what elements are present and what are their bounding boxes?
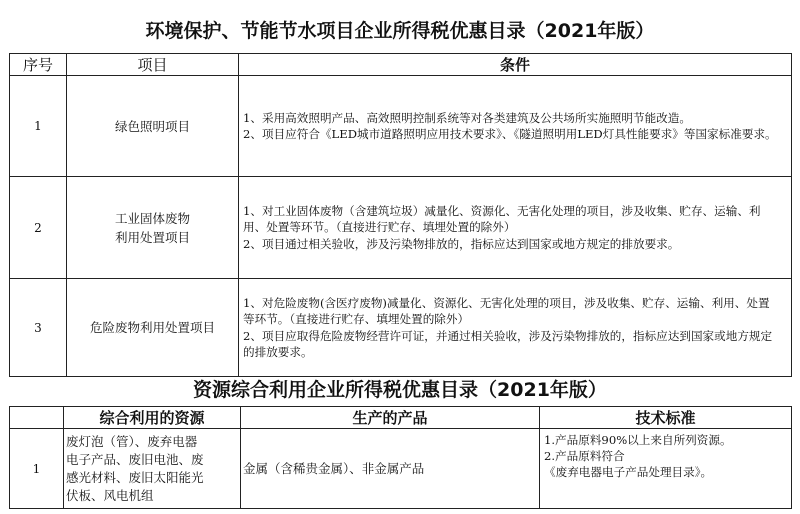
resource-cell: [64, 429, 241, 509]
condition-item: 1、对危险废物(含医疗废物)减量化、资源化、无害化处理的项目，涉及收集、贮存、运输、利用、处置等环节。（直接进行贮存、填埋处置的除外）: [243, 295, 770, 326]
resource-line: 废灯泡（管）、废弃电器: [66, 433, 198, 449]
project-name-line: 工业固体废物: [114, 210, 190, 226]
header-project: 项目: [67, 54, 239, 76]
row-number: 3: [10, 279, 67, 377]
header-product: 生产的产品: [241, 407, 540, 429]
header-index: 序号: [10, 54, 67, 76]
standard-line: 1.产品原料90%以上来自所列资源。: [544, 433, 732, 447]
table-row: [10, 429, 792, 509]
conditions-cell: [239, 279, 792, 377]
tax-catalog-resources-table: [9, 406, 792, 509]
header-index: [10, 407, 64, 429]
project-name: [67, 76, 239, 177]
table-row: [10, 177, 792, 279]
table-row: [10, 76, 792, 177]
tax-catalog-environment-table: [9, 53, 792, 377]
header-resource: 综合利用的资源: [64, 407, 241, 429]
project-name-line: 绿色照明项目: [114, 118, 190, 134]
table2-title: 资源综合利用企业所得税优惠目录（2021年版）: [193, 379, 607, 401]
row-number: 1: [10, 76, 67, 177]
resource-line: 感光材料、废旧太阳能光: [66, 469, 204, 485]
row-number: 2: [10, 177, 67, 279]
condition-item: 2、项目应取得危险废物经营许可证，并通过相关验收，涉及污染物排放的，指标应达到国家或地方规定的排放要求。: [243, 328, 773, 359]
conditions-cell: [239, 177, 792, 279]
table1-title: 环境保护、节能节水项目企业所得税优惠目录（2021年版）: [145, 20, 655, 42]
condition-item: 1、对工业固体废物（含建筑垃圾）减量化、资源化、无害化处理的项目，涉及收集、贮存、运输、利用、处置等环节。（直接进行贮存、填埋处置的除外）: [243, 203, 761, 235]
table-header-row: [10, 54, 792, 76]
resource-line: 伏板、风电机组: [66, 487, 154, 503]
conditions-cell: [239, 76, 792, 177]
header-conditions: 条件: [239, 54, 792, 76]
condition-item: 2、项目通过相关验收，涉及污染物排放的，指标应达到国家或地方规定的排放要求。: [243, 236, 680, 251]
condition-item: 1、采用高效照明产品、高效照明控制系统等对各类建筑及公共场所实施照明节能改造。: [243, 110, 691, 125]
project-name-line: 危险废物利用处置项目: [89, 320, 215, 335]
project-name: [67, 177, 239, 279]
project-name: [67, 279, 239, 377]
standard-line: 2.产品原料符合: [544, 449, 625, 463]
resource-line: 电子产品、废旧电池、废: [66, 451, 204, 467]
table-header-row: [10, 407, 792, 429]
standard-cell: [540, 429, 792, 509]
condition-item: 2、项目应符合《LED城市道路照明应用技术要求》、《隧道照明用LED灯具性能要求》等国家标准要求。: [243, 127, 777, 141]
header-standard: 技术标准: [540, 407, 792, 429]
product-cell: 金属（含稀贵金属）、非金属产品: [241, 429, 540, 509]
project-name-line: 利用处置项目: [114, 229, 190, 245]
table-row: [10, 279, 792, 377]
standard-line: 《废弃电器电子产品处理目录》。: [544, 465, 713, 479]
row-number: 1: [10, 429, 64, 509]
